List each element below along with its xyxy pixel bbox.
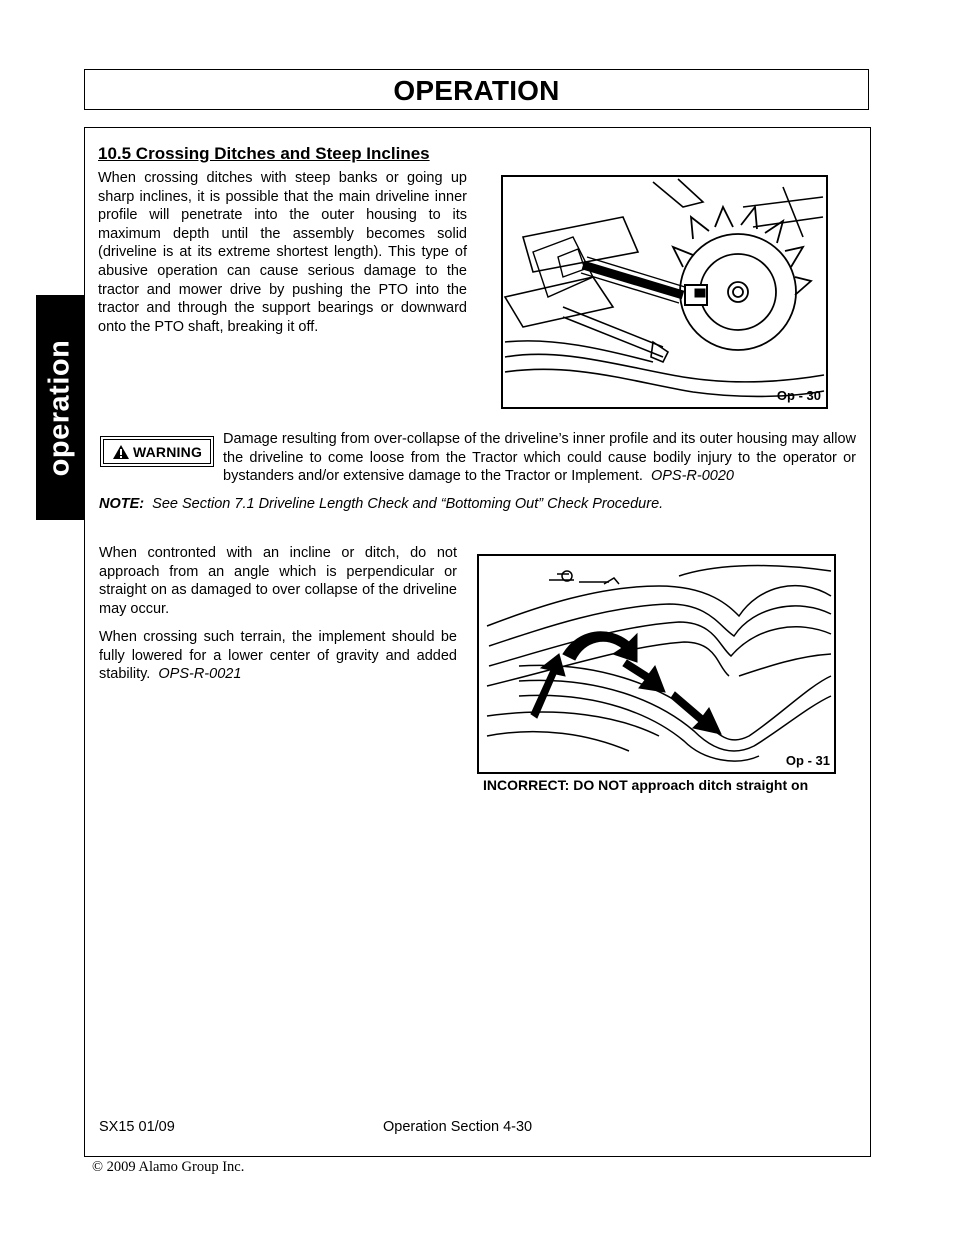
figure-label: Op - 31 [785,753,830,768]
section-paragraph: When crossing ditches with steep banks or going up sharp inclines, it is possible that the main driveline inner profile will penetrate into the outer housing to its maximum depth until the assembly becomes solid (driveline is at its extreme shortest length). This type of abusive operation can cause serious damage to the tractor and mower drive by pushing the PTO into the tractor and through the support bearings or downward onto the PTO shaft, breaking it off. [98,170,467,335]
section-title: 10.5 Crossing Ditches and Steep Inclines [98,144,430,163]
incline-paragraph-2-text: When crossing such terrain, the implement should be fully lowered for a lower center of gravity and added stability. [99,629,457,683]
copyright: © 2009 Alamo Group Inc. [92,1159,245,1175]
ditch-illustration [479,556,834,772]
warning-badge-inner [103,439,211,464]
note-text: See Section 7.1 Driveline Length Check and “Bottoming Out” Check Procedure. [152,496,664,512]
incline-paragraph-1: When contronted with an incline or ditch, do not approach from an angle which is perpendicular or straight on as damaged to over collapse of the driveline may occur. [99,545,457,617]
note-label: NOTE: [99,496,145,512]
side-tab-label: operation [43,339,76,476]
figure-driveline [501,175,828,409]
warning-badge [100,436,214,467]
warning-triangle-icon [112,444,130,460]
note [99,496,663,512]
side-tab [36,295,84,520]
warning-text-block [223,430,856,486]
page-title: OPERATION [393,75,560,106]
figure-caption: INCORRECT: DO NOT approach ditch straight on [483,777,809,793]
warning-text: Damage resulting from over-collapse of the driveline’s inner profile and its outer housing may allow the driveline to come loose from the Tractor which could cause bodily injury to the operator or bystanders and/or extensive damage to the Tractor or Implement. [223,431,856,485]
figure-label: Op - 30 [776,388,821,403]
figure-ditch [477,554,836,774]
header-box [84,69,869,110]
incline-ref: OPS-R-0021 [158,666,242,683]
footer-model: SX15 01/09 [99,1119,175,1135]
warning-ref: OPS-R-0020 [650,468,734,485]
incline-paragraph-2 [99,628,457,684]
driveline-illustration [503,177,826,407]
warning-label: WARNING [132,443,203,460]
footer-page: Operation Section 4-30 [383,1119,533,1135]
